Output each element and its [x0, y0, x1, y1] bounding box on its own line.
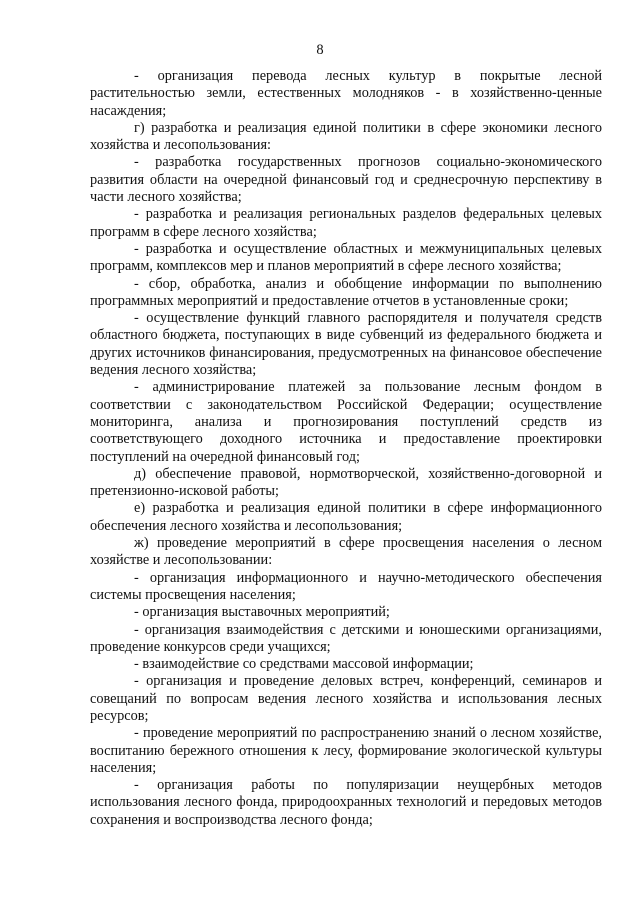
paragraph: г) разработка и реализация единой политики в сфере экономики лесного хозяйства и лесопользования:: [90, 119, 602, 154]
paragraph: - сбор, обработка, анализ и обобщение информации по выполнению программных мероприятий и предоставление отчетов в установленные сроки;: [90, 275, 602, 309]
paragraph: - организация информационного и научно-методического обеспечения системы просвещения населения;: [90, 569, 602, 603]
paragraph: - организация перевода лесных культур в покрытые лесной растительностью земли, естественных молодняков - в хозяйственно-ценные насаждения;: [90, 68, 602, 119]
paragraph: - организация выставочных мероприятий;: [134, 604, 390, 621]
paragraph: - организация взаимодействия с детскими и юношескими организациями, проведение конкурсов среди учащихся;: [90, 621, 602, 655]
paragraph: - осуществление функций главного распорядителя и получателя средств областного бюджета, поступающих в виде субвенций из федерального бюджета и других источников финансирования, предусмотренных на финансовое обеспечение ведения лесного хозяйства;: [90, 310, 602, 379]
paragraph: - проведение мероприятий по распространению знаний о лесном хозяйстве, воспитанию бережного отношения к лесу, формирование экологической культуры населения;: [90, 725, 602, 776]
paragraph: е) разработка и реализация единой политики в сфере информационного обеспечения лесного хозяйства и лесопользования;: [90, 500, 602, 534]
document-body: [90, 68, 602, 829]
paragraph: - администрирование платежей за пользование лесным фондом в соответствии с законодательством Российской Федерации; осуществление мониторинга, анализа и прогнозирования поступлений средств из соответствующего доходного источника и предоставление проектировки поступлений на очередной финансовый год;: [90, 379, 602, 465]
paragraph: - разработка государственных прогнозов социально-экономического развития области на очередной финансовый год и среднесрочную перспективу в части лесного хозяйства;: [90, 154, 602, 206]
paragraph: - организация и проведение деловых встреч, конференций, семинаров и совещаний по вопросам ведения лесного хозяйства и использования лесных ресурсов;: [90, 673, 602, 724]
paragraph: д) обеспечение правовой, нормотворческой, хозяйственно-договорной и претензионно-исковой работы;: [90, 465, 602, 500]
paragraph: - разработка и осуществление областных и межмуниципальных целевых программ, комплексов мер и планов мероприятий в сфере лесного хозяйства;: [90, 240, 602, 275]
paragraph: - взаимодействие со средствами массовой информации;: [134, 656, 474, 673]
paragraph: - организация работы по популяризации неущербных методов использования лесного фонда, природоохранных технологий и передовых методов сохранения и воспроизводства лесного фонда;: [90, 777, 602, 828]
page-number: 8: [316, 42, 324, 58]
paragraph: - разработка и реализация региональных разделов федеральных целевых программ в сфере лесного хозяйства;: [90, 206, 602, 240]
paragraph: ж) проведение мероприятий в сфере просвещения населения о лесном хозяйстве и лесопользовании:: [90, 535, 602, 569]
